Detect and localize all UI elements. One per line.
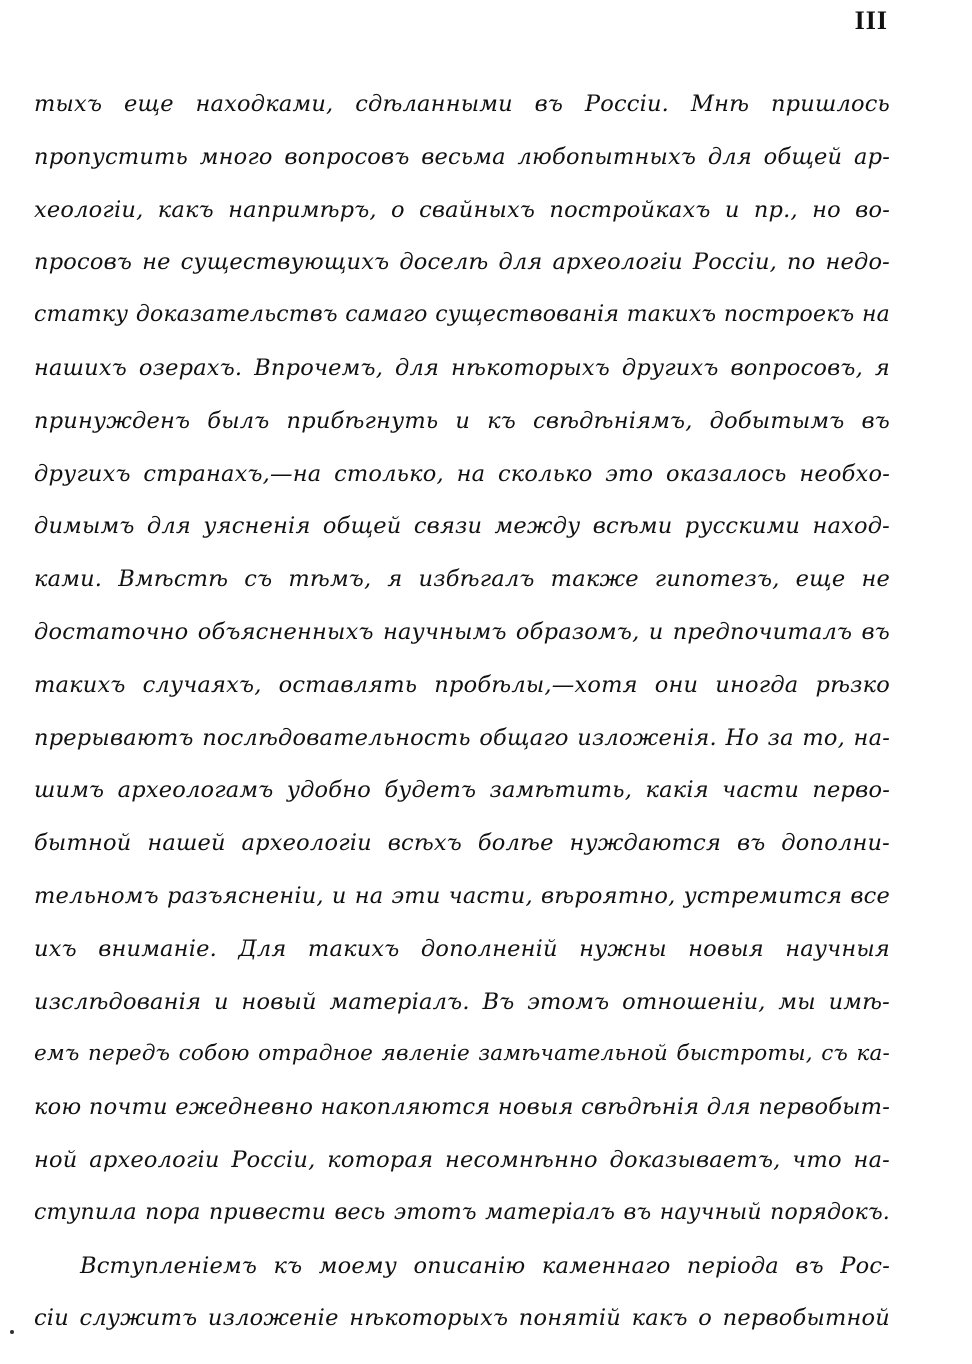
- text-line: сіи служитъ изложеніе нѣкоторыхъ понятій какъ о первобытной: [34, 1305, 890, 1332]
- text-line: нашихъ озерахъ. Впрочемъ, для нѣкоторыхъ другихъ вопросовъ, я: [34, 354, 890, 381]
- text-line: прерываютъ послѣдовательность общаго изложенія. Но за то, на-: [34, 724, 890, 751]
- text-line: достаточно объясненныхъ научнымъ образомъ, и предпочиталъ въ: [34, 618, 890, 645]
- paragraph-start-line: Вступленіемъ къ моему описанію каменнаго періода въ Рос-: [80, 1252, 890, 1279]
- text-line: кою почти ежедневно накопляются новыя свѣдѣнія для первобыт-: [34, 1094, 890, 1121]
- margin-mark: [10, 1330, 14, 1334]
- text-line: ной археологіи Россіи, которая несомнѣнно доказываетъ, что на-: [34, 1146, 890, 1173]
- text-line: изслѣдованія и новый матеріалъ. Въ этомъ отношеніи, мы имѣ-: [34, 988, 890, 1015]
- text-line: статку доказательствъ самаго существованія такихъ построекъ на: [34, 302, 890, 328]
- text-line: пропустить много вопросовъ весьма любопытныхъ для общей ар-: [34, 143, 890, 170]
- text-line: принужденъ былъ прибѣгнуть и къ свѣдѣніямъ, добытымъ въ: [34, 407, 890, 434]
- text-line: просовъ не существующихъ доселѣ для археологіи Россіи, по недо-: [34, 249, 890, 276]
- text-line: такихъ случаяхъ, оставлять пробѣлы,—хотя они иногда рѣзко: [34, 671, 890, 698]
- text-line: емъ передъ собою отрадное явленіе замѣчательной быстроты, съ ка-: [34, 1041, 890, 1067]
- text-line: шимъ археологамъ удобно будетъ замѣтить, какія части перво-: [34, 777, 890, 804]
- text-line: ками. Вмѣстѣ съ тѣмъ, я избѣгалъ также гипотезъ, еще не: [34, 566, 890, 593]
- text-line: димымъ для уясненія общей связи между всѣми русскими наход-: [34, 513, 890, 540]
- text-line: тельномъ разъясненіи, и на эти части, вѣроятно, устремится все: [34, 882, 890, 909]
- text-line: хеологіи, какъ напримѣръ, о свайныхъ постройкахъ и пр., но во-: [34, 196, 890, 223]
- text-line: другихъ странахъ,—на столько, на сколько это оказалось необхо-: [34, 460, 890, 487]
- page-number: III: [854, 6, 888, 35]
- text-line: тыхъ еще находками, сдѣланными въ Россіи. Мнѣ пришлось: [34, 91, 890, 117]
- text-line: ступила пора привести весь этотъ матеріалъ въ научный порядокъ.: [34, 1199, 890, 1225]
- text-line: бытной нашей археологіи всѣхъ болѣе нуждаются въ дополни-: [34, 830, 890, 857]
- body-text: [34, 78, 890, 1345]
- text-line: ихъ вниманіе. Для такихъ дополненій нужны новыя научныя: [34, 935, 890, 962]
